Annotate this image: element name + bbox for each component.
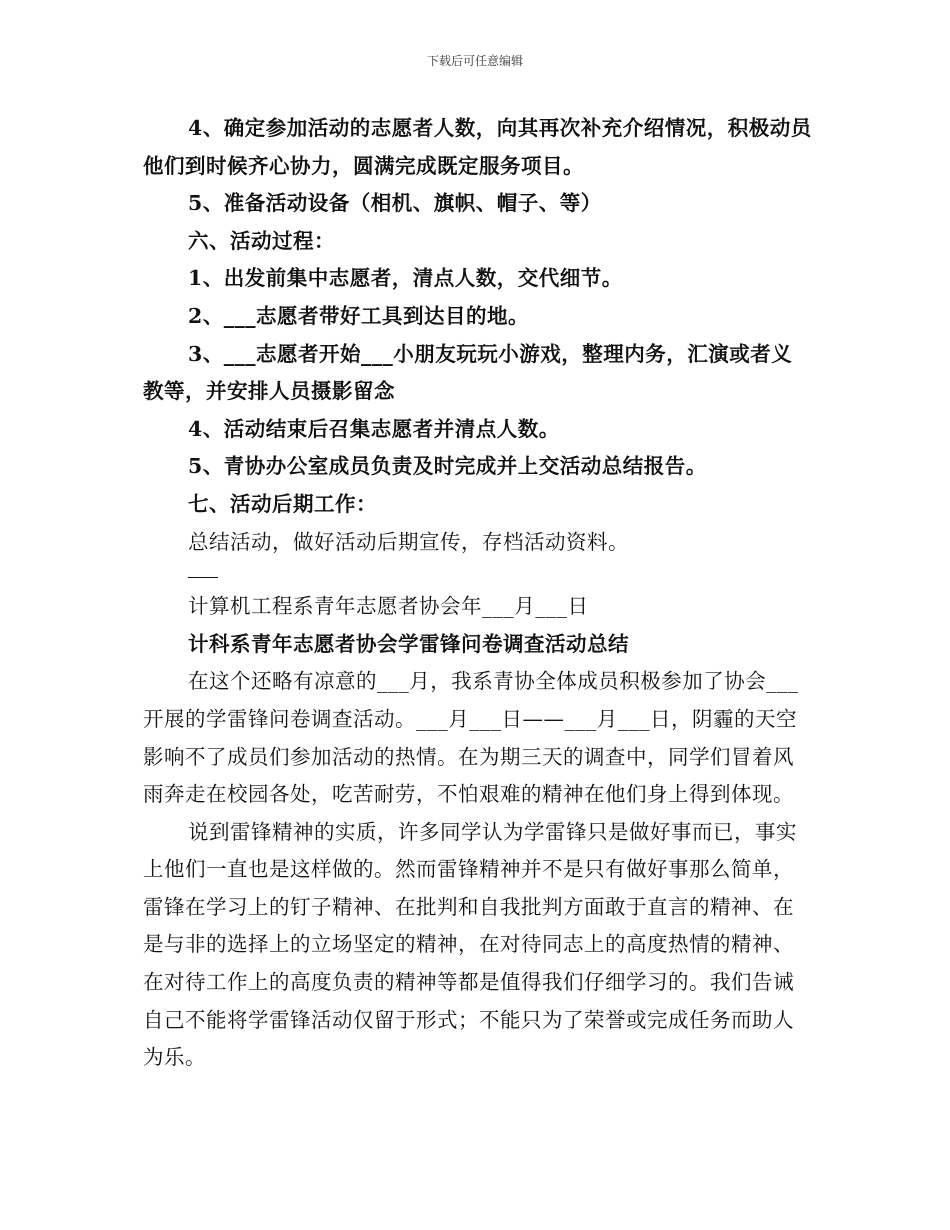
process-step-2: 2、___志愿者带好工具到达目的地。 — [188, 303, 530, 328]
page-header: 下载后可任意编辑 — [426, 54, 523, 68]
document-title: 计科系青年志愿者协会学雷锋问卷调查活动总结 — [188, 631, 629, 656]
section-heading-followup: 七、活动后期工作： — [188, 491, 377, 516]
process-step-4: 4、活动结束后召集志愿者并清点人数。 — [188, 416, 560, 441]
divider-rule — [188, 577, 218, 578]
process-step-3: 3、___志愿者开始___小朋友玩玩小游戏，整理内务，汇演或者义教等，并安排人员摄影留念 — [143, 341, 793, 404]
document-body — [143, 110, 813, 1077]
followup-text: 总结活动，做好活动后期宣传，存档活动资料。 — [188, 529, 629, 554]
section-heading-process: 六、活动过程： — [188, 228, 335, 253]
signature-line: 计算机工程系青年志愿者协会年___月___日 — [188, 594, 589, 619]
process-step-1: 1、出发前集中志愿者，清点人数，交代细节。 — [188, 266, 623, 291]
process-step-5: 5、青协办公室成员负责及时完成并上交活动总结报告。 — [188, 454, 707, 479]
paragraph-step-4: 4、确定参加活动的志愿者人数，向其再次补充介绍情况，积极动员他们到时候齐心协力，圆满完成既定服务项目。 — [143, 116, 812, 178]
summary-paragraph-1: 在这个还略有凉意的___月，我系青协全体成员积极参加了协会___开展的学雷锋问卷调查活动。___月___日——___月___日，阴霾的天空影响不了成员们参加活动的热情。在为期三天的调查中，同学们冒着风雨奔走在校园各处，吃苦耐劳，不怕艰难的精神在他们身上得到体现。 — [143, 669, 799, 807]
summary-paragraph-2: 说到雷锋精神的实质，许多同学认为学雷锋只是做好事而已，事实上他们一直也是这样做的。然而雷锋精神并不是只有做好事那么简单，雷锋在学习上的钉子精神、在批判和自我批判方面敢于直言的精神、在是与非的选择上的立场坚定的精神，在对待同志上的高度热情的精神、在对待工作上的高度负责的精神等都是值得我们仔细学习的。我们告诫自己不能将学雷锋活动仅留于形式；不能只为了荣誉或完成任务而助人为乐。 — [143, 819, 797, 1070]
paragraph-step-5: 5、准备活动设备（相机、旗帜、帽子、等） — [188, 191, 602, 216]
